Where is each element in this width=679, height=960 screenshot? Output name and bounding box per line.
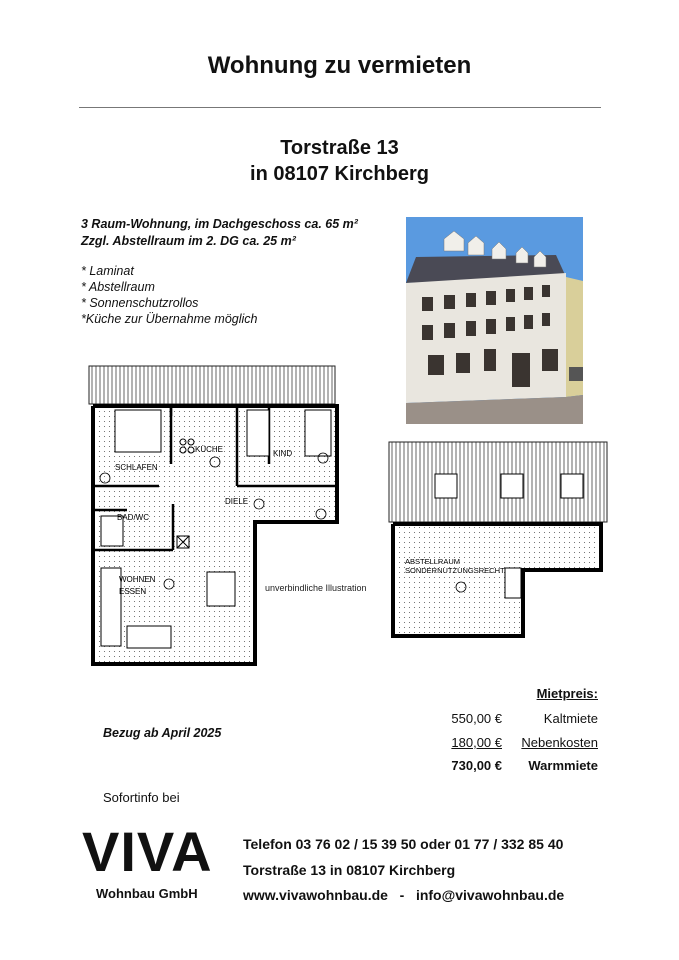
feature-item: * Sonnenschutzrollos (81, 296, 199, 310)
floorplan-main (87, 364, 345, 700)
company-subtitle: Wohnbau GmbH (96, 886, 198, 901)
storage-size: Zzgl. Abstellraum im 2. DG ca. 25 m² (81, 234, 296, 248)
price-label-cold: Kaltmiete (543, 711, 598, 726)
room-label: KIND (273, 449, 293, 458)
floorplan-attic (387, 440, 610, 639)
room-label: SCHLAFEN (115, 463, 158, 472)
info-label: Sofortinfo bei (103, 790, 180, 805)
room-label: WOHNEN (119, 575, 156, 584)
apartment-size: 3 Raum-Wohnung, im Dachgeschoss ca. 65 m² (81, 217, 358, 231)
price-heading: Mietpreis: (536, 686, 598, 701)
move-in-date: Bezug ab April 2025 (103, 726, 222, 740)
building-photo (406, 217, 583, 424)
illustration-note: unverbindliche Illustration (265, 583, 367, 593)
feature-item: *Küche zur Übernahme möglich (81, 312, 258, 326)
price-label-extra: Nebenkosten (521, 735, 598, 750)
price-amount-warm: 730,00 € (451, 758, 502, 773)
company-logo: VIVA (82, 820, 213, 883)
contact-address: Torstraße 13 in 08107 Kirchberg (243, 862, 456, 878)
room-label: ESSEN (119, 587, 147, 596)
address-city: in 08107 Kirchberg (250, 163, 429, 185)
room-label: DIELE (225, 497, 249, 506)
attic-label: ABSTELLRAUM (405, 557, 461, 566)
contact-web[interactable]: www.vivawohnbau.de - info@vivawohnbau.de (243, 887, 565, 903)
attic-label: SONDERNUTZUNGSRECHT (405, 566, 505, 575)
room-label: KÜCHE (195, 445, 224, 454)
room-label: BAD/WC (117, 513, 149, 522)
address-street: Torstraße 13 (280, 137, 399, 159)
price-label-warm: Warmmiete (528, 758, 598, 773)
page-title: Wohnung zu vermieten (207, 52, 472, 79)
price-amount-cold: 550,00 € (451, 711, 502, 726)
title-divider (79, 107, 601, 108)
feature-item: * Laminat (81, 264, 134, 278)
contact-phone: Telefon 03 76 02 / 15 39 50 oder 01 77 / 332 85 40 (243, 836, 564, 852)
price-amount-extra: 180,00 € (451, 735, 502, 750)
feature-item: * Abstellraum (81, 280, 155, 294)
